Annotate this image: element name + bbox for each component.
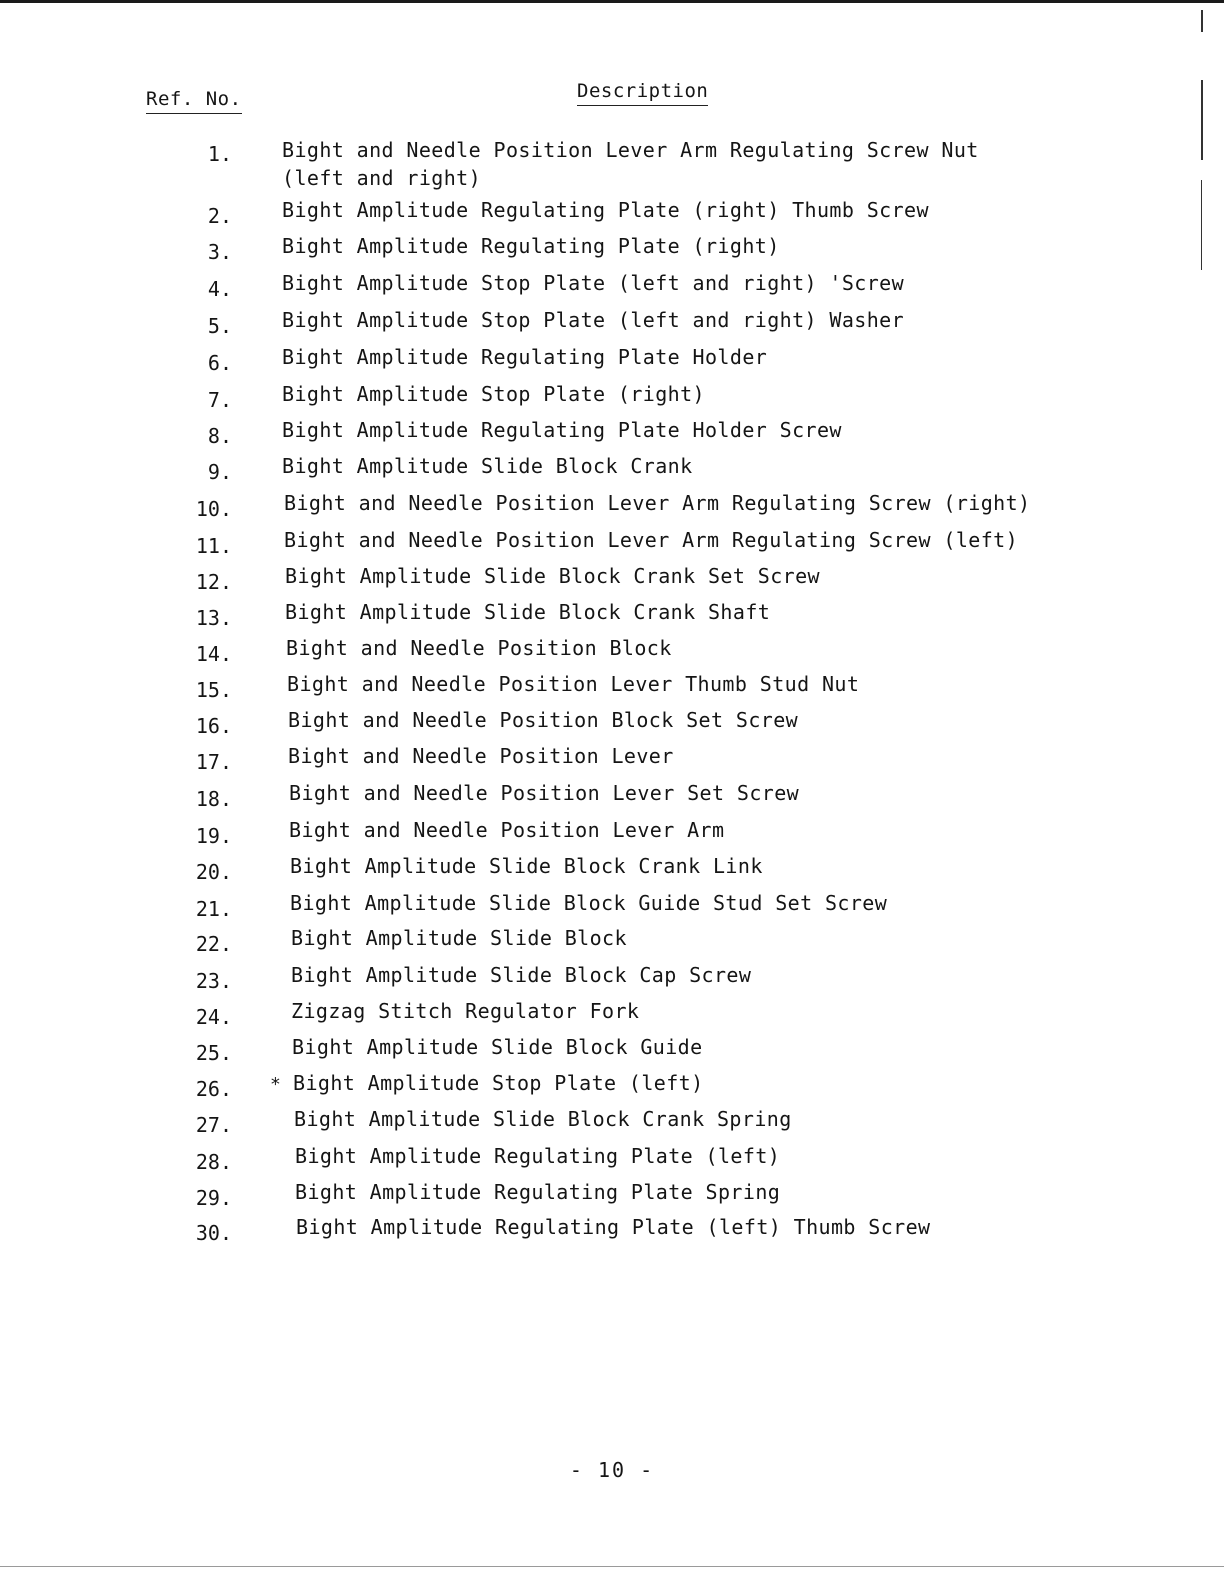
- ref-number: 17.: [195, 750, 232, 774]
- ref-no-column-header: Ref. No.: [146, 88, 242, 114]
- part-description: Bight and Needle Position Lever Arm Regulating Screw (right): [284, 491, 1031, 515]
- bottom-border-line: [0, 1566, 1224, 1567]
- ref-number: 27.: [195, 1113, 232, 1137]
- right-edge-mark: [1201, 10, 1203, 32]
- ref-number: 13.: [195, 606, 232, 630]
- ref-number: 6.: [207, 351, 232, 375]
- part-description: Bight Amplitude Stop Plate (left and right) Washer: [282, 308, 905, 332]
- part-description: Bight and Needle Position Lever Set Screw: [289, 781, 800, 805]
- ref-number: 8.: [207, 424, 232, 448]
- part-description: Bight and Needle Position Block Set Screw: [288, 708, 799, 732]
- right-edge-mark: [1201, 80, 1203, 160]
- part-description: Bight Amplitude Slide Block Crank Shaft: [285, 600, 771, 624]
- part-description: Bight and Needle Position Lever Arm: [289, 818, 725, 842]
- part-description: Bight Amplitude Regulating Plate Holder: [282, 345, 768, 369]
- part-description: Bight Amplitude Regulating Plate (right) Thumb Screw: [282, 198, 929, 222]
- part-description: Bight Amplitude Regulating Plate (left) Thumb Screw: [296, 1215, 931, 1239]
- ref-number: 21.: [195, 897, 232, 921]
- page-number: - 10 -: [569, 1458, 655, 1482]
- ref-number: 5.: [207, 314, 232, 338]
- part-description: Bight Amplitude Slide Block Crank Set Screw: [285, 564, 820, 588]
- top-border-line: [0, 0, 1224, 3]
- ref-number: 9.: [207, 460, 232, 484]
- ref-number: 25.: [195, 1041, 232, 1065]
- ref-number: 15.: [195, 678, 232, 702]
- part-description: Bight Amplitude Stop Plate (left): [293, 1071, 704, 1095]
- ref-number: 18.: [195, 787, 232, 811]
- part-description: Zigzag Stitch Regulator Fork: [291, 999, 640, 1023]
- ref-number: 3.: [207, 240, 232, 264]
- ref-number: 23.: [195, 969, 232, 993]
- ref-number: 30.: [195, 1221, 232, 1245]
- description-column-header: Description: [577, 80, 708, 106]
- ref-number: 20.: [195, 860, 232, 884]
- part-description: Bight Amplitude Slide Block Crank Spring: [294, 1107, 792, 1131]
- asterisk-marker: *: [270, 1074, 281, 1095]
- part-description: Bight Amplitude Slide Block: [291, 926, 627, 950]
- part-description: Bight and Needle Position Lever: [288, 744, 674, 768]
- part-description: Bight and Needle Position Lever Thumb Stud Nut: [287, 672, 860, 696]
- ref-number: 7.: [207, 388, 232, 412]
- ref-number: 14.: [195, 642, 232, 666]
- part-description: Bight and Needle Position Lever Arm Regulating Screw (left): [284, 528, 1019, 552]
- ref-number: 22.: [195, 932, 232, 956]
- part-description: Bight Amplitude Regulating Plate (right): [282, 234, 780, 258]
- ref-number: 16.: [195, 714, 232, 738]
- ref-number: 26.: [195, 1077, 232, 1101]
- ref-number: 24.: [195, 1005, 232, 1029]
- ref-number: 29.: [195, 1186, 232, 1210]
- part-description: Bight Amplitude Regulating Plate Holder Screw: [282, 418, 842, 442]
- ref-number: 11.: [195, 534, 232, 558]
- part-description: Bight Amplitude Stop Plate (right): [282, 382, 705, 406]
- part-description: Bight Amplitude Slide Block Guide Stud Set Screw: [290, 891, 888, 915]
- ref-number: 28.: [195, 1150, 232, 1174]
- ref-number: 4.: [207, 277, 232, 301]
- part-description: Bight Amplitude Slide Block Crank: [282, 454, 693, 478]
- part-description: Bight Amplitude Slide Block Guide: [292, 1035, 703, 1059]
- part-description: Bight Amplitude Stop Plate (left and right) 'Screw: [282, 271, 905, 295]
- ref-number: 1.: [207, 142, 232, 166]
- part-description: Bight Amplitude Slide Block Cap Screw: [291, 963, 752, 987]
- part-description: Bight Amplitude Regulating Plate (left): [295, 1144, 781, 1168]
- part-description: Bight Amplitude Slide Block Crank Link: [290, 854, 763, 878]
- right-edge-mark: [1201, 180, 1202, 270]
- ref-number: 10.: [195, 497, 232, 521]
- part-description: Bight and Needle Position Lever Arm Regulating Screw Nut (left and right): [282, 138, 979, 190]
- ref-number: 19.: [195, 824, 232, 848]
- ref-number: 2.: [207, 204, 232, 228]
- part-description: Bight and Needle Position Block: [286, 636, 672, 660]
- ref-number: 12.: [195, 570, 232, 594]
- part-description: Bight Amplitude Regulating Plate Spring: [295, 1180, 781, 1204]
